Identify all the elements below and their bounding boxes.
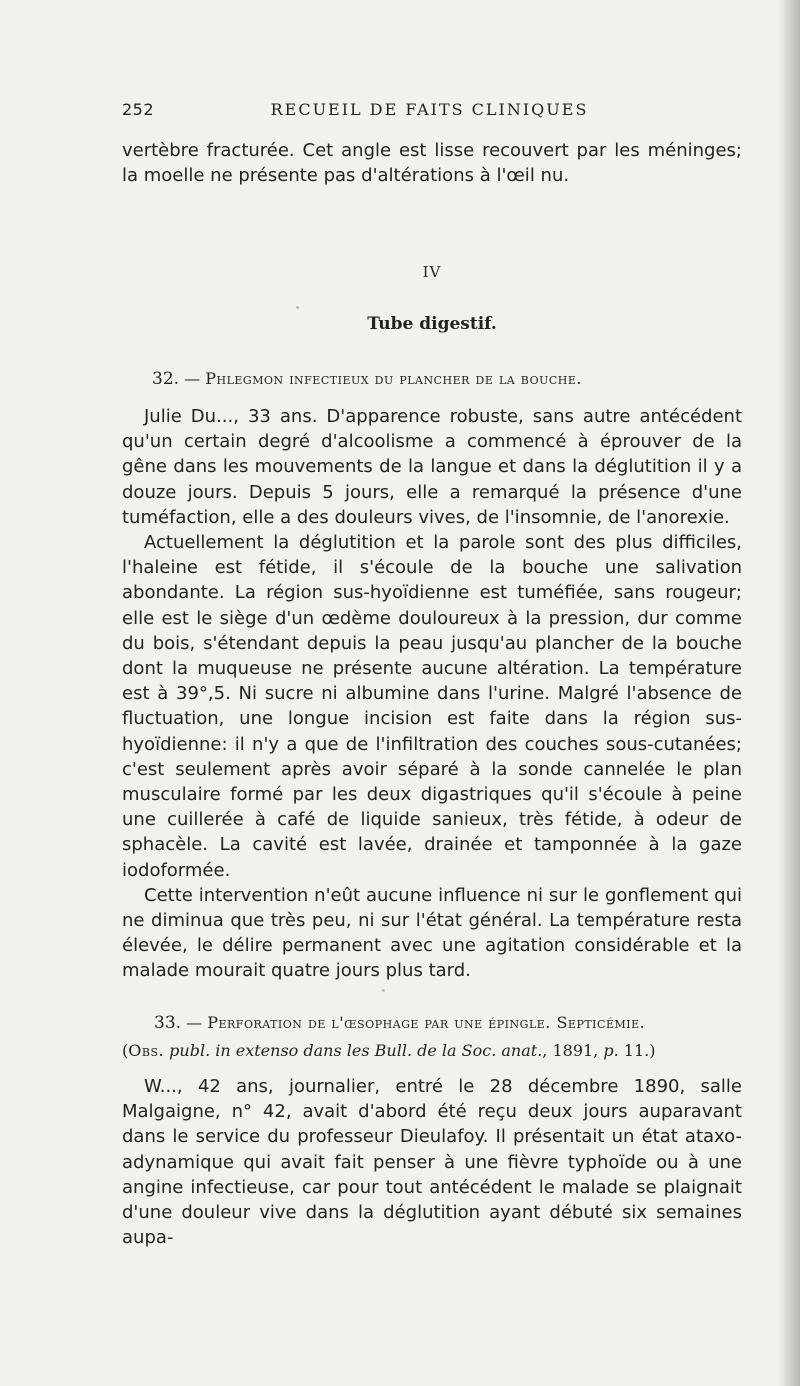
case-32-number: 32. — [152, 369, 180, 389]
ref-page-abbr: p. — [603, 1041, 619, 1060]
case-32-heading — [152, 366, 772, 392]
case-32-paragraph: Actuellement la déglutition et la parole sont des plus difficiles, l'haleine est fétide, il s'écoule de la bouche une salivation abondante. La région sus-hyoïdienne est tuméfiée, sans rougeur; elle est le siège d'un œdème douloureux à la pression, dur comme du bois, s'étendant depuis la peau jusqu'au plancher de la bouche dont la muqueuse ne présente aucune altération. La température est à 39°,5. Ni sucre ni albumine dans l'urine. Malgré l'absence de fluctuation, une longue incision est faite dans la région sus-hyoïdienne: il n'y a que de l'infiltration des couches sous-cutanées; c'est seulement après avoir séparé à la sonde cannelée le plan musculaire formé par les deux digastriques qu'il s'écoule à peine une cuillerée à café de liquide sanieux, très fétide, à odeur de sphacèle. La cavité est lavée, drainée et tamponnée à la gaze iodoformée. — [122, 532, 742, 881]
case-32-dash: — — [184, 369, 201, 388]
ref-publication: publ. in extenso dans les Bull. de la Soc. anat. — [169, 1041, 543, 1060]
case-32-paragraph: Julie Du..., 33 ans. D'apparence robuste, sans autre antécédent qu'un certain degré d'alcoolisme a commencé à éprouver de la gêne dans les mouvements de la langue et dans la déglutition il y a douze jours. Depuis 5 jours, elle a remarqué la présence d'une tuméfaction, elle a des douleurs vives, de l'insomnie, de l'anorexie. — [122, 406, 742, 528]
paper-speck — [296, 306, 299, 309]
ref-close: 11.) — [618, 1041, 656, 1060]
section-number: IV — [422, 263, 442, 281]
case-33-dash: — — [186, 1013, 203, 1032]
case-33-title: Perforation de l'œsophage par une épingle. Septicémie. — [207, 1013, 646, 1032]
intro-paragraph: vertèbre fracturée. Cet angle est lisse recouvert par les méninges; la moelle ne présente pas d'altérations à l'œil nu. — [122, 140, 742, 187]
case-33-heading — [154, 1010, 774, 1036]
case-33-reference — [122, 1038, 742, 1063]
case-33-number: 33. — [154, 1013, 182, 1033]
section-title: Tube digestif. — [367, 314, 497, 334]
page-edge-shadow — [778, 0, 800, 1386]
running-title: RECUEIL DE FAITS CLINIQUES — [270, 100, 589, 119]
paper-speck — [382, 989, 385, 992]
page-number: 252 — [122, 100, 155, 119]
ref-obs: Obs. — [128, 1041, 165, 1060]
ref-open: ( — [122, 1041, 129, 1060]
page-header — [122, 100, 737, 124]
case-32-body — [122, 404, 742, 984]
ref-year: , 1891, — [542, 1041, 604, 1060]
case-32-paragraph: Cette intervention n'eût aucune influence ni sur le gonflement qui ne diminua que très peu, ni sur l'état général. La température resta élevée, le délire permanent avec une agitation considérable et la malade mourait quatre jours plus tard. — [122, 884, 742, 982]
case-33-paragraph: W..., 42 ans, journalier, entré le 28 décembre 1890, salle Malgaigne, n° 42, avait d'abord été reçu deux jours auparavant dans le service du professeur Dieulafoy. Il présentait un état ataxo-adynamique qui avait fait penser à une fièvre typhoïde ou à une angine infectieuse, car pour tout antécédent le malade se plaignait d'une douleur vive dans la déglutition ayant débuté six semaines aupa- — [122, 1076, 742, 1249]
case-32-title: Phlegmon infectieux du plancher de la bouche. — [205, 369, 582, 388]
